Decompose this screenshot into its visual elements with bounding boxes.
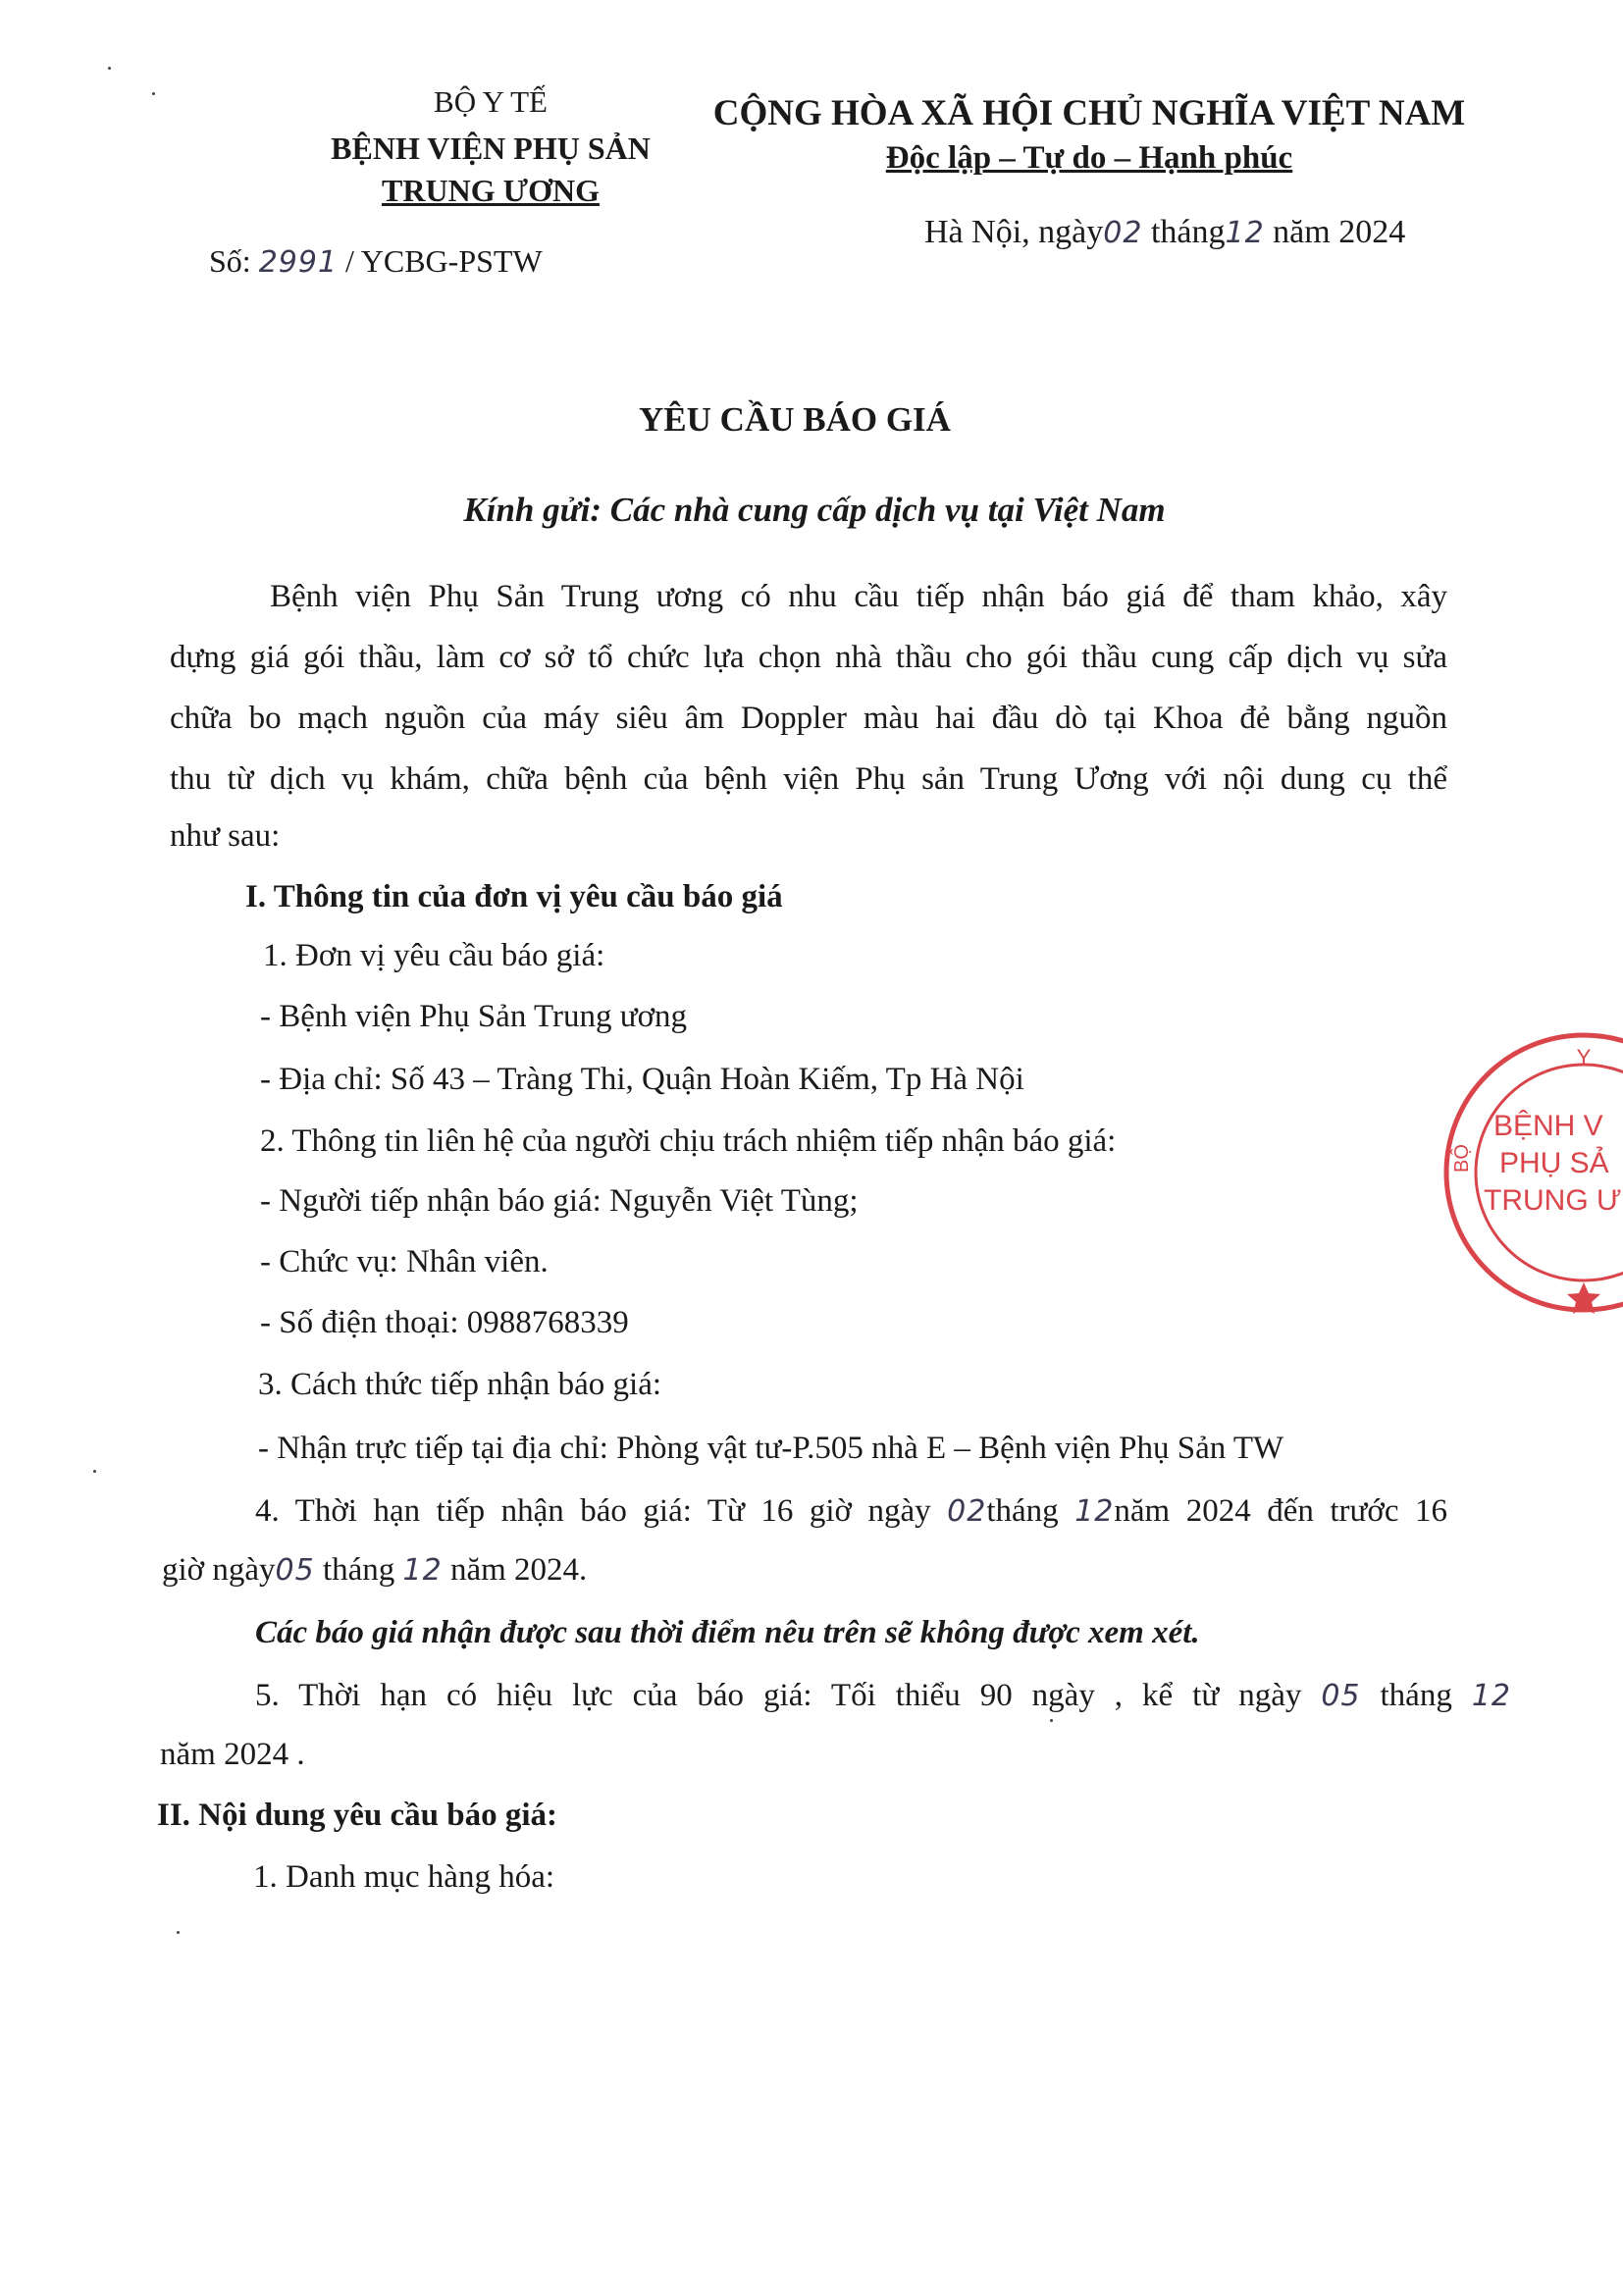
document-number <box>209 243 543 280</box>
receiving-method: - Nhận trực tiếp tại địa chỉ: Phòng vật tư-P.505 nhà E – Bệnh viện Phụ Sản TW <box>258 1431 1284 1466</box>
receiver-name: - Người tiếp nhận báo giá: Nguyễn Việt Tùng; <box>260 1183 859 1219</box>
hospital-name-line1: BỆNH VIỆN PHỤ SẢN <box>331 130 651 166</box>
stamp-line-3: TRUNG Ư <box>1484 1184 1622 1217</box>
item5-month: 12 <box>1471 1679 1512 1713</box>
section-1-item-2: 2. Thông tin liên hệ của người chịu trách nhiệm tiếp nhận báo giá: <box>260 1123 1117 1159</box>
item5-part2: tháng <box>1380 1678 1452 1713</box>
scan-speck <box>93 1470 96 1473</box>
document-date <box>924 214 1405 251</box>
item5-part1: 5. Thời hạn có hiệu lực của báo giá: Tối thiểu 90 ngày , kể từ ngày <box>255 1678 1302 1713</box>
section-2-heading: II. Nội dung yêu cầu báo giá: <box>157 1798 558 1833</box>
number-handwritten: 2991 <box>258 245 339 280</box>
section-1-item-4-line-1 <box>255 1493 1447 1530</box>
national-motto: Độc lập – Tự do – Hạnh phúc <box>885 140 1293 176</box>
scan-speck <box>108 67 111 70</box>
date-month: 12 <box>1225 216 1265 250</box>
hospital-name-line2: TRUNG ƯƠNG <box>382 173 600 208</box>
hospital-stamp <box>1435 1025 1623 1322</box>
item4-part4: giờ ngày <box>162 1552 276 1588</box>
scan-speck <box>1050 1719 1053 1722</box>
section-1-item-3: 3. Cách thức tiếp nhận báo giá: <box>258 1367 662 1402</box>
date-prefix: Hà Nội, ngày <box>924 214 1104 250</box>
item4-part3: năm 2024 đến trước 16 <box>1114 1493 1448 1529</box>
stamp-text-top: Y <box>1576 1045 1592 1070</box>
item4-part1: 4. Thời hạn tiếp nhận báo giá: Từ 16 giờ ngày <box>255 1493 931 1529</box>
number-prefix: Số: <box>209 243 251 279</box>
document-title: YÊU CẦU BÁO GIÁ <box>639 400 951 439</box>
stamp-seal-icon <box>1435 1025 1623 1322</box>
intro-line-4: thu từ dịch vụ khám, chữa bệnh của bệnh viện Phụ sản Trung Ương với nội dung cụ thể <box>170 761 1447 797</box>
unit-address: - Địa chỉ: Số 43 – Tràng Thi, Quận Hoàn Kiếm, Tp Hà Nội <box>260 1062 1024 1097</box>
unit-name: - Bệnh viện Phụ Sản Trung ương <box>260 999 688 1034</box>
receiver-phone: - Số điện thoại: 0988768339 <box>260 1305 629 1340</box>
section-1-item-1: 1. Đơn vị yêu cầu báo giá: <box>263 938 605 973</box>
stamp-line-2: PHỤ SẢ <box>1499 1147 1609 1179</box>
country-name: CỘNG HÒA XÃ HỘI CHỦ NGHĨA VIỆT NAM <box>712 93 1466 133</box>
recipient-line: Kính gửi: Các nhà cung cấp dịch vụ tại Việt Nam <box>463 491 1166 529</box>
intro-line-5: như sau: <box>170 818 281 854</box>
item4-part6: năm 2024. <box>449 1552 588 1588</box>
stamp-line-1: BỆNH V <box>1493 1110 1603 1142</box>
section-2-item-1: 1. Danh mục hàng hóa: <box>253 1859 555 1895</box>
item4-month-end: 12 <box>402 1553 443 1588</box>
item4-day-end: 05 <box>275 1553 315 1588</box>
item5-day: 05 <box>1321 1679 1361 1713</box>
late-submission-note: Các báo giá nhận được sau thời điểm nêu trên sẽ không được xem xét. <box>255 1615 1200 1650</box>
section-1-item-5-line-2: năm 2024 . <box>160 1737 305 1772</box>
number-suffix: / YCBG-PSTW <box>345 243 543 279</box>
item4-part5: tháng <box>322 1552 395 1588</box>
item4-month-start: 12 <box>1074 1494 1115 1529</box>
intro-line-3: chữa bo mạch nguồn của máy siêu âm Doppler màu hai đầu dò tại Khoa đẻ bằng nguồn <box>170 701 1447 736</box>
scan-speck <box>177 1931 180 1934</box>
date-year: năm 2024 <box>1273 214 1406 250</box>
stamp-side-text: BỘ <box>1451 1144 1473 1173</box>
intro-line-2: dựng giá gói thầu, làm cơ sở tổ chức lựa chọn nhà thầu cho gói thầu cung cấp dịch vụ sửa <box>170 640 1447 675</box>
scan-speck <box>152 92 155 95</box>
section-1-heading: I. Thông tin của đơn vị yêu cầu báo giá <box>245 879 783 914</box>
item4-part2: tháng <box>986 1493 1059 1529</box>
receiver-position: - Chức vụ: Nhân viên. <box>260 1244 549 1279</box>
item4-day-start: 02 <box>947 1494 987 1529</box>
intro-line-1: Bệnh viện Phụ Sản Trung ương có nhu cầu tiếp nhận báo giá để tham khảo, xây <box>270 579 1447 614</box>
section-1-item-5-line-1 <box>255 1678 1511 1714</box>
date-day: 02 <box>1103 216 1143 250</box>
section-1-item-4-line-2 <box>162 1552 587 1589</box>
ministry-name: BỘ Y TẾ <box>434 84 548 119</box>
date-month-label: tháng <box>1150 214 1226 250</box>
